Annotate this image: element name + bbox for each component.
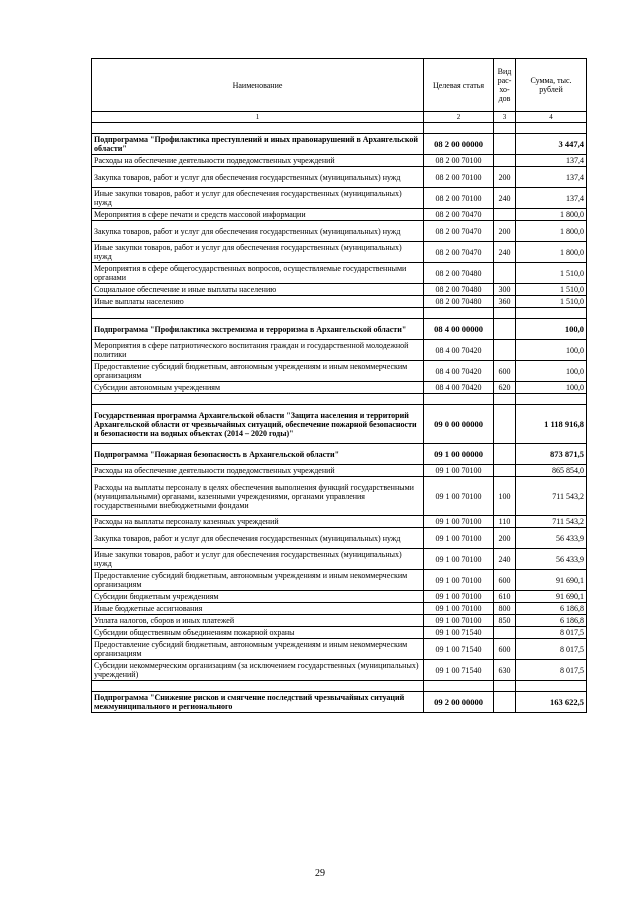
row-type-cell: 620 [494, 382, 516, 394]
row-type-cell: 200 [494, 167, 516, 188]
table-row [92, 603, 587, 615]
table-row [92, 660, 587, 681]
empty-cell [494, 681, 516, 692]
row-sum-cell: 8 017,5 [516, 660, 587, 681]
program-row [92, 319, 587, 340]
empty-cell [424, 394, 494, 405]
empty-cell [424, 681, 494, 692]
row-type-cell: 850 [494, 615, 516, 627]
header-name: Наименование [92, 59, 424, 112]
row-name-cell: Расходы на обеспечение деятельности подведомственных учреждений [92, 465, 424, 477]
row-sum-cell: 711 543,2 [516, 516, 587, 528]
row-sum-cell: 91 690,1 [516, 570, 587, 591]
row-name-cell: Предоставление субсидий бюджетным, автономным учреждениям и иным некоммерческим организациям [92, 361, 424, 382]
row-type-cell [494, 155, 516, 167]
row-name-cell: Иные закупки товаров, работ и услуг для обеспечения государственных (муниципальных) нужд [92, 242, 424, 263]
row-name-cell: Иные закупки товаров, работ и услуг для обеспечения государственных (муниципальных) нужд [92, 549, 424, 570]
row-type-cell [494, 465, 516, 477]
spacer-row [92, 681, 587, 692]
row-type-cell [494, 692, 516, 713]
spacer-row [92, 123, 587, 134]
table-row [92, 627, 587, 639]
row-sum-cell: 100,0 [516, 319, 587, 340]
row-sum-cell: 137,4 [516, 167, 587, 188]
table-row [92, 209, 587, 221]
row-code-cell: 08 2 00 70100 [424, 155, 494, 167]
row-code-cell: 08 4 00 70420 [424, 382, 494, 394]
table-row [92, 570, 587, 591]
row-sum-cell: 6 186,8 [516, 615, 587, 627]
table-row [92, 615, 587, 627]
table-row [92, 639, 587, 660]
row-sum-cell: 1 510,0 [516, 263, 587, 284]
row-type-cell: 600 [494, 639, 516, 660]
row-sum-cell: 1 510,0 [516, 296, 587, 308]
row-type-cell: 200 [494, 528, 516, 549]
row-sum-cell: 56 433,9 [516, 549, 587, 570]
row-name-cell: Мероприятия в сфере патриотического воспитания граждан и государственной молодежной политики [92, 340, 424, 361]
row-code-cell: 09 2 00 00000 [424, 692, 494, 713]
row-name-cell: Иные выплаты населению [92, 296, 424, 308]
row-type-cell: 240 [494, 188, 516, 209]
header-type: Вид рас-хо-дов [494, 59, 516, 112]
row-code-cell: 09 1 00 70100 [424, 528, 494, 549]
empty-cell [92, 394, 424, 405]
row-type-cell [494, 444, 516, 465]
table-row [92, 516, 587, 528]
empty-cell [494, 394, 516, 405]
row-sum-cell: 873 871,5 [516, 444, 587, 465]
empty-cell [92, 123, 424, 134]
table-body [92, 123, 587, 713]
table-row [92, 382, 587, 394]
empty-cell [494, 308, 516, 319]
row-type-cell: 240 [494, 242, 516, 263]
empty-cell [494, 123, 516, 134]
empty-cell [516, 681, 587, 692]
row-code-cell: 09 1 00 70100 [424, 570, 494, 591]
row-type-cell: 360 [494, 296, 516, 308]
row-name-cell: Предоставление субсидий бюджетным, автономным учреждениям и иным некоммерческим организациям [92, 570, 424, 591]
row-sum-cell: 1 510,0 [516, 284, 587, 296]
row-sum-cell: 3 447,4 [516, 134, 587, 155]
program-row [92, 444, 587, 465]
row-type-cell [494, 263, 516, 284]
row-type-cell [494, 319, 516, 340]
row-type-cell: 100 [494, 477, 516, 516]
column-number: 3 [494, 112, 516, 123]
row-sum-cell: 137,4 [516, 188, 587, 209]
row-name-cell: Мероприятия в сфере общегосударственных вопросов, осуществляемые государственными органами [92, 263, 424, 284]
row-code-cell: 08 2 00 70100 [424, 167, 494, 188]
row-type-cell: 610 [494, 591, 516, 603]
row-code-cell: 09 1 00 70100 [424, 477, 494, 516]
row-name-cell: Предоставление субсидий бюджетным, автономным учреждениям и иным некоммерческим организациям [92, 639, 424, 660]
table-row [92, 242, 587, 263]
row-code-cell: 09 1 00 70100 [424, 549, 494, 570]
row-name-cell: Субсидии бюджетным учреждениям [92, 591, 424, 603]
row-sum-cell: 6 186,8 [516, 603, 587, 615]
row-name-cell: Закупка товаров, работ и услуг для обеспечения государственных (муниципальных) нужд [92, 167, 424, 188]
row-code-cell: 08 2 00 00000 [424, 134, 494, 155]
empty-cell [92, 308, 424, 319]
row-sum-cell: 1 800,0 [516, 209, 587, 221]
header-code: Целевая статья [424, 59, 494, 112]
table-row [92, 591, 587, 603]
row-name-cell: Мероприятия в сфере печати и средств массовой информации [92, 209, 424, 221]
row-name-cell: Подпрограмма "Профилактика преступлений и иных правонарушений в Архангельской области" [92, 134, 424, 155]
row-name-cell: Иные бюджетные ассигнования [92, 603, 424, 615]
row-type-cell: 800 [494, 603, 516, 615]
row-sum-cell: 865 854,0 [516, 465, 587, 477]
row-type-cell: 600 [494, 361, 516, 382]
row-code-cell: 09 1 00 71540 [424, 660, 494, 681]
row-name-cell: Субсидии некоммерческим организациям (за исключением государственных (муниципальных) учреждений) [92, 660, 424, 681]
row-sum-cell: 1 800,0 [516, 221, 587, 242]
table-row [92, 284, 587, 296]
row-name-cell: Иные закупки товаров, работ и услуг для обеспечения государственных (муниципальных) нужд [92, 188, 424, 209]
row-code-cell: 09 1 00 71540 [424, 627, 494, 639]
row-sum-cell: 100,0 [516, 340, 587, 361]
table-row [92, 477, 587, 516]
row-sum-cell: 91 690,1 [516, 591, 587, 603]
row-type-cell [494, 340, 516, 361]
empty-cell [516, 394, 587, 405]
row-code-cell: 08 4 00 70420 [424, 340, 494, 361]
table-row [92, 188, 587, 209]
row-name-cell: Расходы на выплаты персоналу казенных учреждений [92, 516, 424, 528]
row-code-cell: 09 1 00 70100 [424, 591, 494, 603]
row-code-cell: 08 2 00 70470 [424, 242, 494, 263]
table-row [92, 340, 587, 361]
row-sum-cell: 163 622,5 [516, 692, 587, 713]
row-name-cell: Подпрограмма "Профилактика экстремизма и терроризма в Архангельской области" [92, 319, 424, 340]
row-sum-cell: 100,0 [516, 382, 587, 394]
empty-cell [424, 123, 494, 134]
column-numbers-row [92, 112, 587, 123]
empty-cell [516, 123, 587, 134]
header-sum: Сумма, тыс. рублей [516, 59, 587, 112]
row-name-cell: Субсидии общественным объединениям пожарной охраны [92, 627, 424, 639]
row-code-cell: 09 0 00 00000 [424, 405, 494, 444]
table-row [92, 167, 587, 188]
row-type-cell: 240 [494, 549, 516, 570]
row-code-cell: 08 2 00 70100 [424, 188, 494, 209]
empty-cell [424, 308, 494, 319]
program-row [92, 134, 587, 155]
row-name-cell: Подпрограмма "Пожарная безопасность в Архангельской области" [92, 444, 424, 465]
empty-cell [92, 681, 424, 692]
row-name-cell: Подпрограмма "Снижение рисков и смягчение последствий чрезвычайных ситуаций межмуниципального и регионального [92, 692, 424, 713]
spacer-row [92, 308, 587, 319]
program-row [92, 692, 587, 713]
row-type-cell [494, 405, 516, 444]
row-code-cell: 08 2 00 70470 [424, 209, 494, 221]
row-sum-cell: 8 017,5 [516, 639, 587, 660]
row-name-cell: Государственная программа Архангельской области "Защита населения и территорий Архангельской области от чрезвычайных ситуаций, обеспечение пожарной безопасности и безопасности на водных объектах (2014 – 2020 годы)" [92, 405, 424, 444]
row-type-cell [494, 627, 516, 639]
row-code-cell: 08 2 00 70480 [424, 296, 494, 308]
row-code-cell: 09 1 00 71540 [424, 639, 494, 660]
row-type-cell: 630 [494, 660, 516, 681]
row-type-cell [494, 209, 516, 221]
table-row [92, 263, 587, 284]
row-type-cell [494, 134, 516, 155]
row-code-cell: 08 4 00 70420 [424, 361, 494, 382]
row-sum-cell: 1 118 916,8 [516, 405, 587, 444]
table-row [92, 528, 587, 549]
table-row [92, 155, 587, 167]
row-code-cell: 09 1 00 70100 [424, 615, 494, 627]
row-code-cell: 09 1 00 70100 [424, 465, 494, 477]
row-sum-cell: 137,4 [516, 155, 587, 167]
row-name-cell: Расходы на выплаты персоналу в целях обеспечения выполнения функций государственными (муниципальными) органами, казенными учреждениями, органами управления государственными внебюджетными фондами [92, 477, 424, 516]
row-code-cell: 08 4 00 00000 [424, 319, 494, 340]
program-row [92, 405, 587, 444]
row-type-cell: 600 [494, 570, 516, 591]
row-sum-cell: 711 543,2 [516, 477, 587, 516]
page-number: 29 [315, 868, 325, 879]
table-row [92, 549, 587, 570]
row-code-cell: 09 1 00 70100 [424, 603, 494, 615]
row-code-cell: 08 2 00 70470 [424, 221, 494, 242]
row-name-cell: Закупка товаров, работ и услуг для обеспечения государственных (муниципальных) нужд [92, 221, 424, 242]
spacer-row [92, 394, 587, 405]
table-header [92, 59, 587, 123]
row-name-cell: Закупка товаров, работ и услуг для обеспечения государственных (муниципальных) нужд [92, 528, 424, 549]
row-name-cell: Социальное обеспечение и иные выплаты населению [92, 284, 424, 296]
column-number: 1 [92, 112, 424, 123]
row-name-cell: Расходы на обеспечение деятельности подведомственных учреждений [92, 155, 424, 167]
row-type-cell: 110 [494, 516, 516, 528]
table-row [92, 361, 587, 382]
row-name-cell: Уплата налогов, сборов и иных платежей [92, 615, 424, 627]
row-code-cell: 09 1 00 00000 [424, 444, 494, 465]
row-code-cell: 09 1 00 70100 [424, 516, 494, 528]
column-number: 2 [424, 112, 494, 123]
column-number: 4 [516, 112, 587, 123]
row-type-cell: 200 [494, 221, 516, 242]
row-name-cell: Субсидии автономным учреждениям [92, 382, 424, 394]
row-sum-cell: 100,0 [516, 361, 587, 382]
table-row [92, 221, 587, 242]
table-row [92, 465, 587, 477]
budget-table [91, 58, 587, 713]
row-code-cell: 08 2 00 70480 [424, 263, 494, 284]
row-type-cell: 300 [494, 284, 516, 296]
row-sum-cell: 8 017,5 [516, 627, 587, 639]
row-code-cell: 08 2 00 70480 [424, 284, 494, 296]
row-sum-cell: 1 800,0 [516, 242, 587, 263]
empty-cell [516, 308, 587, 319]
table-row [92, 296, 587, 308]
row-sum-cell: 56 433,9 [516, 528, 587, 549]
